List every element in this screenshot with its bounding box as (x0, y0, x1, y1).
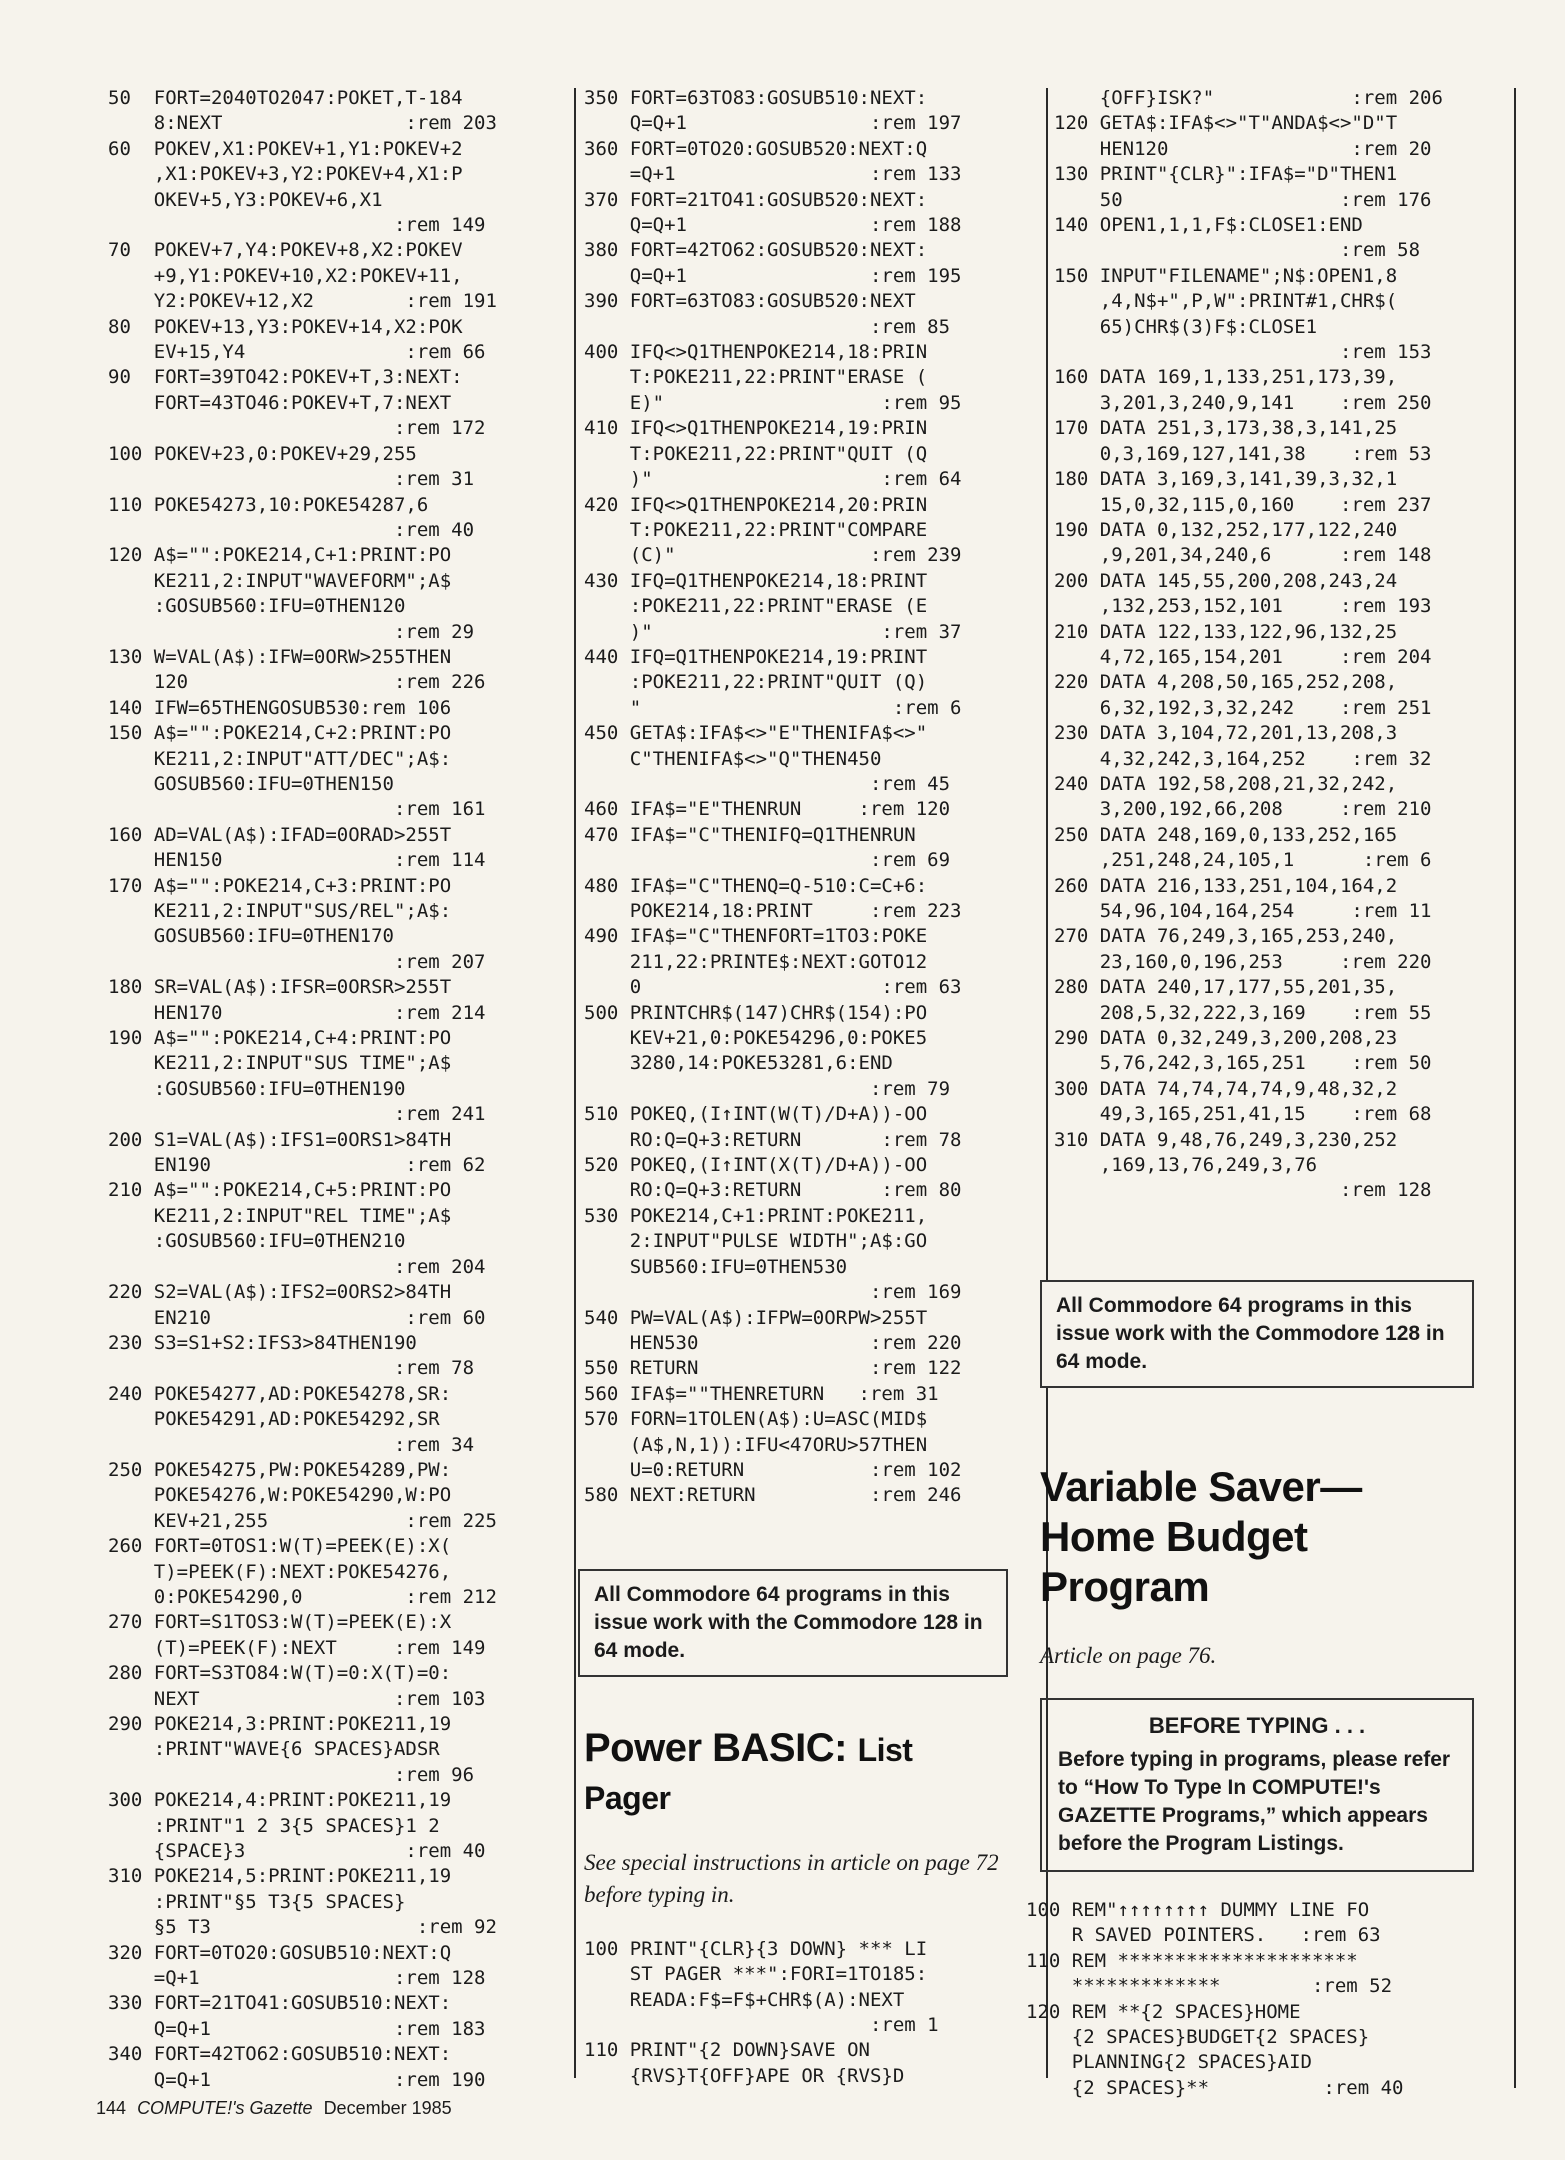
code-text: FORT=63TO83:GOSUB520:NEXT :rem 85 (629, 290, 951, 338)
code-line (584, 1306, 1030, 1357)
line-number: 450 (584, 722, 619, 745)
code-line (108, 1458, 584, 1534)
code-line (584, 86, 1030, 137)
code-line (1054, 924, 1500, 975)
line-number: 180 (1054, 468, 1089, 491)
code-line (584, 2038, 1030, 2089)
line-number: 120 (1026, 2000, 1061, 2023)
code-line (584, 1356, 1030, 1381)
code-text: PRINTCHR$(147)CHR$(154):PO KEV+21,0:POKE54296,0:POKE5 3280,14:POKE53281,6:END :rem 79 (629, 1001, 951, 1100)
code-line (584, 924, 1030, 1000)
code-line (584, 721, 1030, 797)
line-number: 180 (108, 976, 143, 999)
before-typing-text: Before typing in programs, please refer to “How To Type In COMPUTE!'s GAZETTE Programs,” which appears before the Program Listings. (1058, 1747, 1451, 1855)
code-text: POKEQ,(I↑INT(X(T)/D+A))-OO RO:Q=Q+3:RETURN :rem 80 (629, 1154, 962, 1202)
code-line (108, 874, 584, 976)
code-text: A$="":POKE214,C+4:PRINT:PO KE211,2:INPUT"SUS TIME";A$ :GOSUB560:IFU=0THEN190 :rem 241 (153, 1027, 486, 1126)
code-text: DATA 169,1,133,251,173,39, 3,201,3,240,9,141 :rem 250 (1099, 366, 1432, 414)
line-number: 220 (1054, 671, 1089, 694)
line-number: 520 (584, 1154, 619, 1177)
power-basic-title (584, 1725, 1030, 1821)
code-line (108, 1382, 584, 1458)
line-number (1054, 86, 1100, 111)
publication-name: COMPUTE!'s Gazette (137, 2098, 313, 2118)
code-line (584, 1204, 1030, 1306)
code-line (584, 1407, 1030, 1483)
code-line (108, 442, 584, 493)
code-line (1054, 772, 1500, 823)
line-number: 280 (1054, 976, 1089, 999)
code-text: S3=S1+S2:IFS3>84THEN190 :rem 78 (153, 1331, 475, 1380)
code-line (1054, 111, 1500, 162)
line-number: 390 (584, 290, 619, 313)
code-text: DATA 4,208,50,165,252,208, 6,32,192,3,32,242 :rem 251 (1099, 671, 1432, 719)
line-number: 460 (584, 798, 619, 821)
line-number: 330 (108, 1992, 143, 2015)
code-text: POKE54277,AD:POKE54278,SR: POKE54291,AD:POKE54292,SR :rem 34 (153, 1382, 475, 1456)
code-text: POKEV+7,Y4:POKEV+8,X2:POKEV +9,Y1:POKEV+10,X2:POKEV+11, Y2:POKEV+12,X2 :rem 191 (153, 239, 497, 313)
line-number: 560 (584, 1382, 619, 1405)
code-text: REM ********************* ************* :rem 52 (1071, 1949, 1393, 1998)
code-line (584, 416, 1030, 492)
code-text: IFQ=Q1THENPOKE214,18:PRINT :POKE211,22:PRINT"ERASE (E )" :rem 37 (629, 569, 962, 643)
code-line (1054, 721, 1500, 772)
line-number: 90 (108, 366, 131, 389)
code-line (108, 1788, 584, 1864)
line-number: 270 (108, 1611, 143, 1634)
code-line (1054, 518, 1500, 569)
line-number: 140 (1054, 214, 1089, 237)
code-text: W=VAL(A$):IFW=0ORW>255THEN 120 :rem 226 (153, 645, 486, 694)
line-number: 540 (584, 1306, 619, 1329)
line-number: 190 (1054, 518, 1089, 541)
line-number: 130 (108, 645, 143, 668)
line-number: 230 (108, 1331, 143, 1354)
code-line (1054, 975, 1500, 1026)
code-line (108, 238, 584, 314)
code-text: POKE214,C+1:PRINT:POKE211, 2:INPUT"PULSE WIDTH";A$:GO SUB560:IFU=0THEN530 :rem 169 (629, 1204, 962, 1304)
code-text: A$="":POKE214,C+2:PRINT:PO KE211,2:INPUT"ATT/DEC";A$: GOSUB560:IFU=0THEN150 :rem 161 (153, 722, 486, 821)
code-text: IFQ=Q1THENPOKE214,19:PRINT :POKE211,22:PRINT"QUIT (Q) " :rem 6 (629, 645, 962, 719)
code-line (1054, 1077, 1500, 1128)
code-text: DATA 76,249,3,165,253,240, 23,160,0,196,253 :rem 220 (1099, 925, 1432, 973)
line-number: 140 (108, 696, 143, 719)
code-line (108, 1128, 584, 1179)
code-text: INPUT"FILENAME";N$:OPEN1,8 ,4,N$+",P,W":PRINT#1,CHR$( 65)CHR$(3)F$:CLOSE1 :rem 153 (1099, 264, 1432, 364)
code-text: GETA$:IFA$<>"T"ANDA$<>"D"T HEN120 :rem 20 (1099, 112, 1432, 160)
line-number: 200 (1054, 569, 1089, 592)
code-text: IFA$=""THENRETURN :rem 31 (629, 1382, 939, 1405)
code-line (108, 1610, 584, 1661)
code-text: SR=VAL(A$):IFSR=0ORSR>255T HEN170 :rem 214 (153, 976, 486, 1024)
code-line (1054, 874, 1500, 925)
code-text: FORT=42TO62:GOSUB520:NEXT: Q=Q+1 :rem 195 (629, 239, 962, 287)
code-text: S1=VAL(A$):IFS1=0ORS1>84TH EN190 :rem 62 (153, 1128, 486, 1177)
code-text: A$="":POKE214,C+5:PRINT:PO KE211,2:INPUT"REL TIME";A$ :GOSUB560:IFU=0THEN210 :rem 204 (153, 1179, 486, 1278)
code-line (108, 1280, 584, 1331)
line-number: 60 (108, 137, 131, 160)
code-line (584, 1153, 1030, 1204)
code-text: REM"↑↑↑↑↑↑↑↑ DUMMY LINE FO R SAVED POINTERS. :rem 63 (1071, 1898, 1381, 1947)
listing-column-2 (584, 86, 1030, 2089)
code-text: FORT=42TO62:GOSUB510:NEXT: Q=Q+1 :rem 190 (153, 2043, 486, 2091)
line-number: 100 (584, 1937, 619, 1960)
code-line (1054, 823, 1500, 874)
code-line (584, 493, 1030, 569)
code-text: REM **{2 SPACES}HOME {2 SPACES}BUDGET{2 SPACES} PLANNING{2 SPACES}AID {2 SPACES}** :rem 40 (1071, 2000, 1404, 2099)
code-line (108, 2042, 584, 2093)
line-number: 480 (584, 874, 619, 897)
line-number: 300 (1054, 1077, 1089, 1100)
code-text: DATA 0,132,252,177,122,240 ,9,201,34,240,6 :rem 148 (1099, 518, 1432, 567)
code-text: POKE214,5:PRINT:POKE211,19 :PRINT"§5 T3{5 SPACES} §5 T3 :rem 92 (153, 1865, 497, 1939)
code-text: IFQ<>Q1THENPOKE214,19:PRIN T:POKE211,22:PRINT"QUIT (Q )" :rem 64 (629, 417, 962, 491)
code-line (1054, 213, 1500, 264)
code-line (584, 1001, 1030, 1103)
line-number: 110 (584, 2039, 619, 2062)
code-text: PRINT"{CLR}":IFA$="D"THEN1 50 :rem 176 (1099, 163, 1432, 211)
line-number: 470 (584, 823, 619, 846)
code-line (108, 1661, 584, 1712)
line-number: 110 (1026, 1949, 1061, 1972)
line-number: 250 (108, 1458, 143, 1481)
code-text: PRINT"{2 DOWN}SAVE ON {RVS}T{OFF}APE OR {RVS}D (629, 2039, 905, 2087)
code-text: PRINT"{CLR}{3 DOWN} *** LI ST PAGER ***":FORI=1TO185: READA:F$=F$+CHR$(A):NEXT :rem 1 (629, 1937, 939, 2036)
before-typing-box (1040, 1698, 1474, 1872)
code-text: POKE214,3:PRINT:POKE211,19 :PRINT"WAVE{6 SPACES}ADSR :rem 96 (153, 1713, 475, 1786)
line-number: 290 (1054, 1027, 1089, 1050)
code-text: IFA$="C"THENQ=Q-510:C=C+6: POKE214,18:PRINT :rem 223 (629, 874, 962, 922)
line-number: 190 (108, 1027, 143, 1050)
code-line (584, 137, 1030, 188)
code-line (108, 137, 584, 239)
line-number: 310 (108, 1865, 143, 1888)
line-number: 170 (108, 874, 143, 897)
code-text: DATA 9,48,76,249,3,230,252 ,169,13,76,249,3,76 :rem 128 (1099, 1128, 1432, 1202)
code-line (108, 975, 584, 1026)
code-text: FORT=2040TO2047:POKET,T-184 8:NEXT :rem 203 (153, 87, 497, 135)
line-number: 230 (1054, 722, 1089, 745)
code-line (1054, 467, 1500, 518)
code-line (584, 238, 1030, 289)
code-text: IFA$="C"THENFORT=1TO3:POKE 211,22:PRINTE$:NEXT:GOTO12 0 :rem 63 (629, 925, 962, 999)
line-number: 370 (584, 188, 619, 211)
line-number: 120 (1054, 112, 1089, 135)
code-line (108, 645, 584, 696)
line-number: 160 (1054, 366, 1089, 389)
line-number: 220 (108, 1281, 143, 1304)
code-line (1026, 1949, 1500, 2000)
code-line (108, 1534, 584, 1610)
code-line (1054, 569, 1500, 620)
code-text: {OFF}ISK?" :rem 206 (1099, 87, 1443, 109)
code-text: FORT=0TO20:GOSUB510:NEXT:Q =Q+1 :rem 128 (153, 1941, 486, 1990)
issue-date: December 1985 (323, 2098, 452, 2118)
code-line (1054, 365, 1500, 416)
code-line (584, 1483, 1030, 1508)
line-number: 350 (584, 87, 619, 109)
code-text: POKE214,4:PRINT:POKE211,19 :PRINT"1 2 3{5 SPACES}1 2 {SPACE}3 :rem 40 (153, 1789, 486, 1863)
line-number: 580 (584, 1484, 619, 1507)
code-line (1054, 86, 1500, 111)
code-text: IFA$="C"THENIFQ=Q1THENRUN :rem 69 (629, 823, 951, 872)
code-text: FORT=S1TOS3:W(T)=PEEK(E):X (T)=PEEK(F):NEXT :rem 149 (153, 1611, 486, 1659)
power-basic-title-main: Power BASIC: (584, 1725, 847, 1770)
code-line (108, 543, 584, 645)
line-number: 120 (108, 544, 143, 567)
line-number: 110 (108, 493, 143, 516)
line-number: 280 (108, 1662, 143, 1685)
code-text: DATA 122,133,122,96,132,25 4,72,165,154,201 :rem 204 (1099, 620, 1432, 668)
line-number: 380 (584, 239, 619, 262)
code-line (584, 1937, 1030, 2039)
line-number: 500 (584, 1001, 619, 1024)
code-text: GETA$:IFA$<>"E"THENIFA$<>" C"THENIFA$<>"Q"THEN450 :rem 45 (629, 722, 951, 795)
line-number: 400 (584, 341, 619, 364)
line-number: 150 (108, 722, 143, 745)
code-line (1026, 1898, 1500, 1949)
code-text: IFA$="E"THENRUN :rem 120 (629, 798, 951, 821)
code-line (108, 365, 584, 441)
line-number: 440 (584, 645, 619, 668)
code-text: POKEV+13,Y3:POKEV+14,X2:POK EV+15,Y4 :rem 66 (153, 315, 486, 364)
code-line (108, 315, 584, 366)
code-text: DATA 3,169,3,141,39,3,32,1 15,0,32,115,0,160 :rem 237 (1099, 468, 1432, 516)
code-line (108, 696, 584, 721)
line-number: 70 (108, 239, 131, 262)
compatibility-note-text: All Commodore 64 programs in this issue work with the Commodore 128 in 64 mode. (1056, 1293, 1445, 1373)
code-text: A$="":POKE214,C+3:PRINT:PO KE211,2:INPUT"SUS/REL";A$: GOSUB560:IFU=0THEN170 :rem 207 (153, 874, 486, 973)
code-text: RETURN :rem 122 (629, 1357, 962, 1380)
code-text: FORT=21TO41:GOSUB520:NEXT: Q=Q+1 :rem 188 (629, 188, 962, 237)
code-text: FORT=63TO83:GOSUB510:NEXT: Q=Q+1 :rem 197 (629, 87, 962, 135)
code-text: POKEQ,(I↑INT(W(T)/D+A))-OO RO:Q=Q+3:RETURN :rem 78 (629, 1103, 962, 1151)
line-number: 550 (584, 1357, 619, 1380)
variable-saver-article-ref: Article on page 76. (1040, 1642, 1217, 1668)
code-line (584, 289, 1030, 340)
code-line (584, 340, 1030, 416)
line-number: 340 (108, 2043, 143, 2066)
code-line (584, 569, 1030, 645)
line-number: 420 (584, 493, 619, 516)
line-number: 270 (1054, 925, 1089, 948)
code-text: POKEV+23,0:POKEV+29,255 :rem 31 (153, 442, 475, 491)
code-line (108, 86, 584, 137)
code-line (1054, 620, 1500, 671)
code-text: IFQ<>Q1THENPOKE214,20:PRIN T:POKE211,22:PRINT"COMPARE (C)" :rem 239 (629, 493, 962, 567)
line-number: 100 (1026, 1898, 1061, 1921)
code-text: PW=VAL(A$):IFPW=0ORPW>255T HEN530 :rem 220 (629, 1306, 962, 1354)
code-line (1054, 1026, 1500, 1077)
line-number: 410 (584, 417, 619, 440)
page-number: 144 (96, 2098, 127, 2118)
column-divider (574, 88, 576, 2078)
line-number: 510 (584, 1103, 619, 1126)
line-number: 490 (584, 925, 619, 948)
compatibility-note-box (1040, 1280, 1474, 1388)
code-text: DATA 240,17,177,55,201,35, 208,5,32,222,3,169 :rem 55 (1099, 976, 1432, 1024)
code-line (584, 645, 1030, 721)
code-line (1054, 1128, 1500, 1204)
line-number: 260 (108, 1535, 143, 1558)
code-text: FORT=0TO20:GOSUB520:NEXT:Q =Q+1 :rem 133 (629, 137, 962, 186)
code-line (1054, 416, 1500, 467)
line-number: 570 (584, 1408, 619, 1431)
code-text: S2=VAL(A$):IFS2=0ORS2>84TH EN210 :rem 60 (153, 1281, 486, 1329)
line-number: 100 (108, 442, 143, 465)
column-divider (1514, 88, 1516, 2088)
code-line (584, 1382, 1030, 1407)
code-line (108, 1864, 584, 1940)
listing-column-1 (108, 86, 584, 2093)
code-line (1054, 162, 1500, 213)
line-number: 300 (108, 1789, 143, 1812)
code-text: FORT=39TO42:POKEV+T,3:NEXT: FORT=43TO46:POKEV+T,7:NEXT :rem 172 (153, 366, 486, 440)
page-footer (96, 2098, 452, 2119)
code-line (584, 1102, 1030, 1153)
code-text: AD=VAL(A$):IFAD=0ORAD>255T HEN150 :rem 114 (153, 823, 486, 872)
code-text: IFW=65THENGOSUB530:rem 106 (153, 696, 452, 719)
code-line (108, 1331, 584, 1382)
line-number: 240 (108, 1382, 143, 1405)
code-line (1054, 264, 1500, 366)
code-text: DATA 145,55,200,208,243,24 ,132,253,152,101 :rem 193 (1099, 569, 1432, 618)
code-text: FORT=0TOS1:W(T)=PEEK(E):X( T)=PEEK(F):NEXT:POKE54276, 0:POKE54290,0 :rem 212 (153, 1535, 497, 1608)
line-number: 210 (1054, 620, 1089, 643)
power-basic-instructions: See special instructions in article on page 72 before typing in. (584, 1849, 999, 1907)
line-number: 160 (108, 823, 143, 846)
code-line (584, 823, 1030, 874)
code-text: DATA 192,58,208,21,32,242, 3,200,192,66,208 :rem 210 (1099, 772, 1432, 821)
code-line (1026, 2000, 1500, 2102)
line-number: 240 (1054, 772, 1089, 795)
line-number: 200 (108, 1128, 143, 1151)
code-text: DATA 248,169,0,133,252,165 ,251,248,24,105,1 :rem 6 (1099, 823, 1432, 872)
power-basic-title-sub2: Pager (584, 1779, 671, 1816)
code-text: DATA 216,133,251,104,164,2 54,96,104,164,254 :rem 11 (1099, 874, 1432, 922)
line-number: 430 (584, 569, 619, 592)
code-line (108, 1991, 584, 2042)
code-text: POKE54273,10:POKE54287,6 :rem 40 (153, 493, 475, 541)
line-number: 170 (1054, 417, 1089, 440)
line-number: 210 (108, 1179, 143, 1202)
code-text: DATA 3,104,72,201,13,208,3 4,32,242,3,164,252 :rem 32 (1099, 722, 1432, 770)
line-number: 260 (1054, 874, 1089, 897)
code-text: DATA 74,74,74,74,9,48,32,2 49,3,165,251,41,15 :rem 68 (1099, 1077, 1432, 1126)
code-line (584, 188, 1030, 239)
line-number: 530 (584, 1204, 619, 1227)
code-text: DATA 251,3,173,38,3,141,25 0,3,169,127,141,38 :rem 53 (1099, 417, 1432, 465)
code-line (108, 823, 584, 874)
line-number: 250 (1054, 823, 1089, 846)
compatibility-note-box (578, 1569, 1008, 1677)
code-line (1054, 670, 1500, 721)
code-line (108, 1026, 584, 1128)
code-line (108, 721, 584, 823)
line-number: 50 (108, 87, 131, 109)
code-text: POKE54275,PW:POKE54289,PW: POKE54276,W:POKE54290,W:PO KEV+21,255 :rem 225 (153, 1458, 497, 1532)
code-line (108, 493, 584, 544)
compatibility-note-text: All Commodore 64 programs in this issue work with the Commodore 128 in 64 mode. (594, 1582, 983, 1662)
code-line (108, 1941, 584, 1992)
line-number: 310 (1054, 1128, 1089, 1151)
code-text: FORT=S3TO84:W(T)=0:X(T)=0: NEXT :rem 103 (153, 1662, 486, 1710)
code-text: IFQ<>Q1THENPOKE214,18:PRIN T:POKE211,22:PRINT"ERASE ( E)" :rem 95 (629, 341, 962, 414)
code-text: DATA 0,32,249,3,200,208,23 5,76,242,3,165,251 :rem 50 (1099, 1027, 1432, 1075)
listing-column-3 (1026, 86, 1500, 2101)
line-number: 360 (584, 137, 619, 160)
line-number: 150 (1054, 264, 1089, 287)
variable-saver-title: Variable Saver— Home Budget Program (1040, 1462, 1362, 1610)
line-number: 290 (108, 1713, 143, 1735)
code-text: OPEN1,1,1,F$:CLOSE1:END :rem 58 (1099, 214, 1421, 262)
code-text: FORT=21TO41:GOSUB510:NEXT: Q=Q+1 :rem 183 (153, 1992, 486, 2040)
code-text: POKEV,X1:POKEV+1,Y1:POKEV+2 ,X1:POKEV+3,Y2:POKEV+4,X1:P OKEV+5,Y3:POKEV+6,X1 :rem 149 (153, 137, 486, 237)
code-text: NEXT:RETURN :rem 246 (629, 1484, 962, 1507)
before-typing-title: BEFORE TYPING . . . (1148, 1712, 1366, 1738)
line-number: 320 (108, 1941, 143, 1964)
code-line (584, 874, 1030, 925)
line-number: 80 (108, 315, 131, 338)
power-basic-title-sub1: List (857, 1731, 913, 1768)
code-text: FORN=1TOLEN(A$):U=ASC(MID$ (A$,N,1)):IFU<47ORU>57THEN U=0:RETURN :rem 102 (629, 1408, 962, 1481)
line-number: 130 (1054, 163, 1089, 186)
code-text: A$="":POKE214,C+1:PRINT:PO KE211,2:INPUT"WAVEFORM";A$ :GOSUB560:IFU=0THEN120 :rem 29 (153, 544, 475, 643)
code-line (108, 1178, 584, 1280)
code-line (584, 797, 1030, 822)
code-line (108, 1712, 584, 1788)
